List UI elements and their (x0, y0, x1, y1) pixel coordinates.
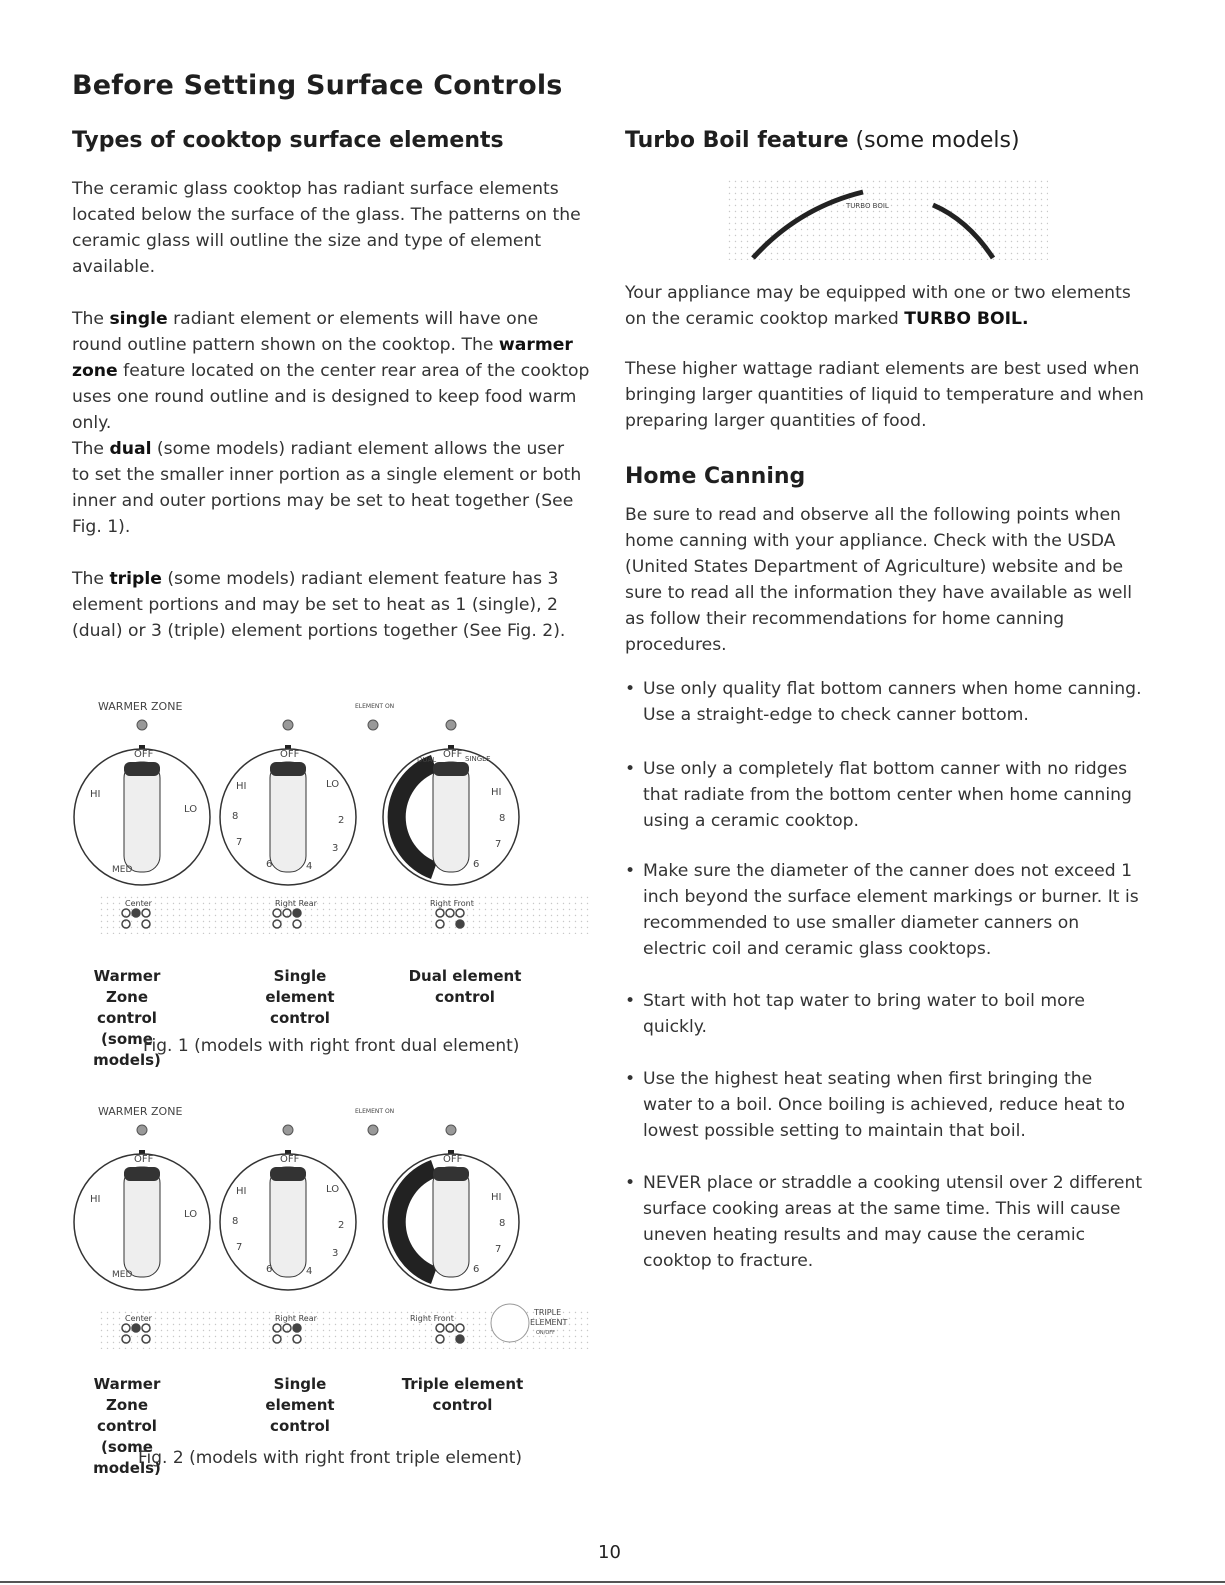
svg-text:6: 6 (266, 1264, 273, 1275)
page-title: Before Setting Surface Controls (72, 70, 563, 101)
svg-text:OFF: OFF (443, 1154, 463, 1165)
svg-text:3: 3 (332, 1248, 339, 1259)
panel-strip (100, 894, 590, 934)
canning-bullet: • Start with hot tap water to bring water to boil more quickly. (625, 991, 1085, 1037)
svg-text:SINGLE: SINGLE (465, 755, 491, 763)
fig1-caption-warmer: Warmer Zone control (some models) (93, 967, 161, 1069)
canning-bullet: • Use only quality flat bottom canners when home canning. Use a straight-edge to check canner bottom. (625, 679, 1142, 725)
warmer-term: warmer zone (72, 335, 573, 381)
right-rear-label: Right Rear (275, 1314, 317, 1323)
fig1-control-panel (70, 680, 600, 945)
home-canning-heading: Home Canning (625, 464, 806, 489)
indicator-light (283, 720, 293, 730)
indicator-light (446, 1125, 456, 1135)
center-label: Center (125, 1314, 152, 1323)
fig2-caption: Fig. 2 (models with right front triple element) (138, 1448, 523, 1468)
svg-text:MED: MED (112, 865, 133, 875)
svg-text:HI: HI (90, 1194, 101, 1205)
turbo-boil-graphic (728, 180, 1048, 260)
svg-text:LO: LO (184, 1209, 198, 1220)
svg-text:8: 8 (499, 813, 506, 824)
types-paragraph-2: The single radiant element or elements will have one round outline pattern shown on the cooktop. The warmer zone feature located on the center rear area of the cooktop uses one round outline and is designed to keep food warm only. (72, 309, 590, 433)
svg-text:HI: HI (491, 787, 502, 798)
svg-text:2: 2 (338, 1220, 345, 1231)
warmer-zone-label: WARMER ZONE (98, 1105, 183, 1118)
indicator-light (368, 720, 378, 730)
types-paragraph-3: The dual (some models) radiant element allows the user to set the smaller inner portion as a single element or both inner and outer portions may be set to heat together (See Fig. 1). (72, 439, 582, 537)
center-label: Center (125, 899, 152, 908)
svg-text:ON/OFF: ON/OFF (536, 1330, 556, 1336)
svg-text:7: 7 (495, 1244, 502, 1255)
turbo-boil-heading: Turbo Boil feature (some models) (625, 128, 1020, 153)
svg-text:7: 7 (236, 1242, 243, 1253)
svg-text:TURBO BOIL: TURBO BOIL (846, 202, 889, 210)
svg-text:LO: LO (326, 1184, 340, 1195)
svg-text:3: 3 (332, 843, 339, 854)
canning-bullet: • Use only a completely flat bottom canner with no ridges that radiate from the bottom center when home canning using a ceramic cooktop. (625, 759, 1132, 831)
svg-text:HI: HI (90, 789, 101, 800)
svg-text:DUAL: DUAL (417, 756, 437, 764)
svg-text:7: 7 (495, 839, 502, 850)
turbo-boil-term: TURBO BOIL. (904, 309, 1029, 329)
turbo-paragraph-2: These higher wattage radiant elements are best used when bringing larger quantities of liquid to temperature and when preparing larger quantities of food. (625, 359, 1144, 431)
svg-text:8: 8 (499, 1218, 506, 1229)
svg-text:OFF: OFF (443, 749, 463, 760)
single-element-knob[interactable] (220, 745, 356, 885)
warmer-zone-knob[interactable] (74, 1150, 210, 1290)
page-number: 10 (598, 1542, 621, 1563)
svg-text:HI: HI (491, 1192, 502, 1203)
svg-text:OFF: OFF (134, 1154, 154, 1165)
svg-text:2: 2 (338, 815, 345, 826)
types-paragraph-1: The ceramic glass cooktop has radiant surface elements located below the surface of the glass. The patterns on the ceramic glass will outline the size and type of element available. (72, 179, 581, 277)
fig1-caption-single: Single element control (265, 967, 335, 1027)
canning-bullet: • Use the highest heat seating when first bringing the water to a boil. Once boiling is achieved, reduce heat to lowest possible setting to maintain that boil. (625, 1069, 1125, 1141)
canning-paragraph: Be sure to read and observe all the following points when home canning with your appliance. Check with the USDA (United States Department of Agriculture) website and be sure to read all the information they have available as well as follow their recommendations for home canning procedures. (625, 505, 1132, 655)
right-front-label: Right Front (430, 899, 474, 908)
svg-text:8: 8 (232, 1216, 239, 1227)
dual-term: dual (109, 439, 152, 459)
fig2-caption-single: Single element control (265, 1375, 335, 1435)
indicator-light (137, 720, 147, 730)
turbo-paragraph-1: Your appliance may be equipped with one or two elements on the ceramic cooktop marked TURBO BOIL. (625, 283, 1131, 329)
fig2-control-panel (70, 1095, 600, 1360)
svg-text:LO: LO (326, 779, 340, 790)
types-paragraph-4: The triple (some models) radiant element feature has 3 element portions and may be set to heat as 1 (single), 2 (dual) or 3 (triple) element portions together (See Fig. 2). (72, 569, 566, 641)
dual-element-knob[interactable] (383, 745, 519, 885)
warmer-zone-knob[interactable] (74, 745, 210, 885)
types-heading: Types of cooktop surface elements (72, 128, 504, 153)
triple-term: triple (109, 569, 162, 589)
right-front-label: Right Front (410, 1314, 454, 1323)
svg-text:OFF: OFF (280, 749, 300, 760)
svg-text:ELEMENT: ELEMENT (530, 1318, 568, 1327)
single-element-knob[interactable] (220, 1150, 356, 1290)
bottom-rule (0, 1581, 1225, 1583)
indicator-light (446, 720, 456, 730)
warmer-zone-label: WARMER ZONE (98, 700, 183, 713)
svg-text:LO: LO (184, 804, 198, 815)
canning-bullet: • NEVER place or straddle a cooking utensil over 2 different surface cooking areas at the same time. This will cause uneven heating results and may cause the ceramic cooktop to fracture. (625, 1173, 1143, 1271)
svg-text:HI: HI (236, 781, 247, 792)
svg-text:TRIPLE: TRIPLE (534, 1308, 562, 1317)
element-on-label: ELEMENT ON (355, 1108, 395, 1115)
triple-element-button[interactable] (491, 1304, 529, 1342)
svg-text:4: 4 (306, 861, 313, 872)
svg-text:4: 4 (306, 1266, 313, 1277)
svg-text:8: 8 (232, 811, 239, 822)
svg-text:6: 6 (473, 859, 480, 870)
svg-text:HI: HI (236, 1186, 247, 1197)
svg-text:OFF: OFF (280, 1154, 300, 1165)
single-term: single (109, 309, 168, 329)
svg-text:OFF: OFF (134, 749, 154, 760)
svg-text:6: 6 (473, 1264, 480, 1275)
fig2-caption-warmer: Warmer Zone control (some models) (93, 1375, 161, 1477)
fig1-caption: Fig. 1 (models with right front dual element) (143, 1036, 520, 1056)
indicator-light (368, 1125, 378, 1135)
indicator-light (137, 1125, 147, 1135)
svg-text:7: 7 (236, 837, 243, 848)
triple-element-knob[interactable] (383, 1150, 519, 1290)
fig1-caption-dual: Dual element control (408, 967, 522, 1006)
svg-text:6: 6 (266, 859, 273, 870)
canning-bullet: • Make sure the diameter of the canner does not exceed 1 inch beyond the surface element markings or burner. It is recommended to use smaller diameter canners on electric coil and ceramic glass cooktops. (625, 861, 1139, 959)
svg-text:MED: MED (112, 1270, 133, 1280)
indicator-light (283, 1125, 293, 1135)
element-on-label: ELEMENT ON (355, 703, 395, 710)
right-rear-label: Right Rear (275, 899, 317, 908)
fig2-caption-triple: Triple element control (401, 1375, 524, 1414)
